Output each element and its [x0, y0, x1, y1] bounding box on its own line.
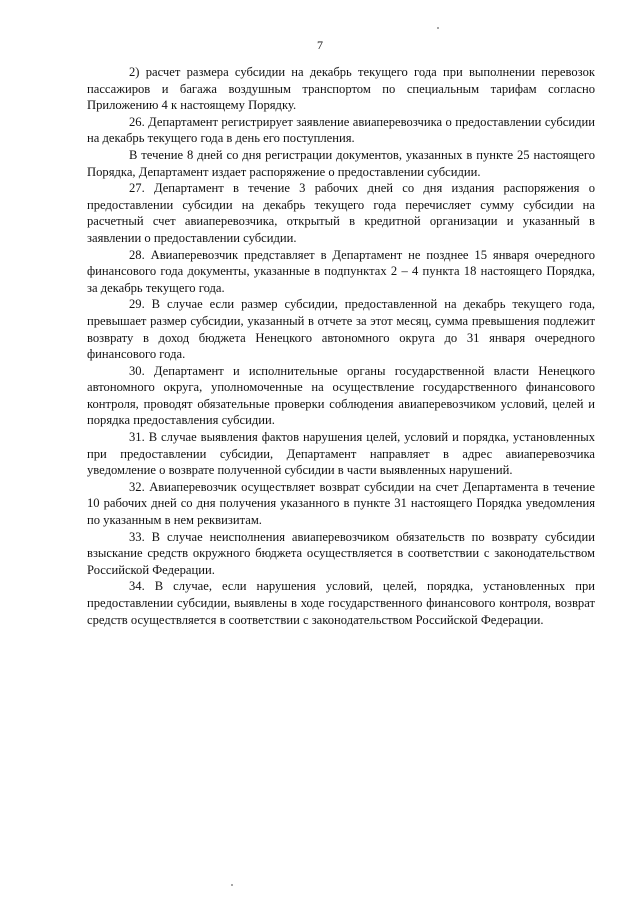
paragraph-subitem-2: 2) расчет размера субсидии на декабрь текущего года при выполнении перевозок пассажиров и багажа воздушным транспортом по специальным тарифам согласно Приложению 4 к настоящему Порядку. [87, 65, 595, 113]
scan-speck [437, 27, 439, 29]
paragraph-27: 27. Департамент в течение 3 рабочих дней со дня издания распоряжения о предоставлении субсидии на декабрь текущего года перечисляет сумму субсидии на расчетный счет авиаперевозчика, открытый в кредитной организации и указанный в заявлении о предоставлении субсидии. [87, 181, 595, 245]
document-body [87, 64, 595, 628]
paragraph-34: 34. В случае, если нарушения условий, целей, порядка, установленных при предоставлении субсидии, выявлены в ходе государственного финансового контроля, возврат средств осуществляется в соответствии с законодательством Российской Федерации. [87, 579, 595, 627]
paragraph-26: 26. Департамент регистрирует заявление авиаперевозчика о предоставлении субсидии на декабрь текущего года в день его поступления. [87, 114, 595, 146]
page-number: 7 [317, 38, 323, 52]
paragraph-30: 30. Департамент и исполнительные органы государственной власти Ненецкого автономного округа, уполномоченные на осуществление государственного финансового контроля, проводят обязательные проверки соблюдения авиаперевозчиком условий, целей и порядка предоставления субсидии. [87, 363, 595, 428]
paragraph-26-continued: В течение 8 дней со дня регистрации документов, указанных в пункте 25 настоящего Порядка, Департамент издает распоряжение о предоставлении субсидии. [87, 147, 595, 179]
paragraph-31: 31. В случае выявления фактов нарушения целей, условий и порядка, установленных при предоставлении субсидии, Департамент направляет в адрес авиаперевозчика уведомление о возврате полученной субсидии в части выявленных нарушений. [87, 430, 595, 478]
paragraph-33: 33. В случае неисполнения авиаперевозчиком обязательств по возврату субсидии взыскание средств окружного бюджета осуществляется в соответствии с законодательством Российской Федерации. [87, 529, 595, 577]
paragraph-28: 28. Авиаперевозчик представляет в Департамент не позднее 15 января очередного финансового года документы, указанные в подпунктах 2 – 4 пункта 18 настоящего Порядка, за декабрь текущего года. [87, 247, 595, 295]
paragraph-29: 29. В случае если размер субсидии, предоставленной на декабрь текущего года, превышает размер субсидии, указанный в отчете за этот месяц, сумма превышения подлежит возврату в доход бюджета Ненецкого автономного округа до 31 января очередного финансового года. [87, 297, 595, 362]
paragraph-32: 32. Авиаперевозчик осуществляет возврат субсидии на счет Департамента в течение 10 рабочих дней со дня получения указанного в пункте 31 настоящего Порядка уведомления по указанным в нем реквизитам. [87, 479, 595, 528]
scan-speck [231, 884, 233, 886]
